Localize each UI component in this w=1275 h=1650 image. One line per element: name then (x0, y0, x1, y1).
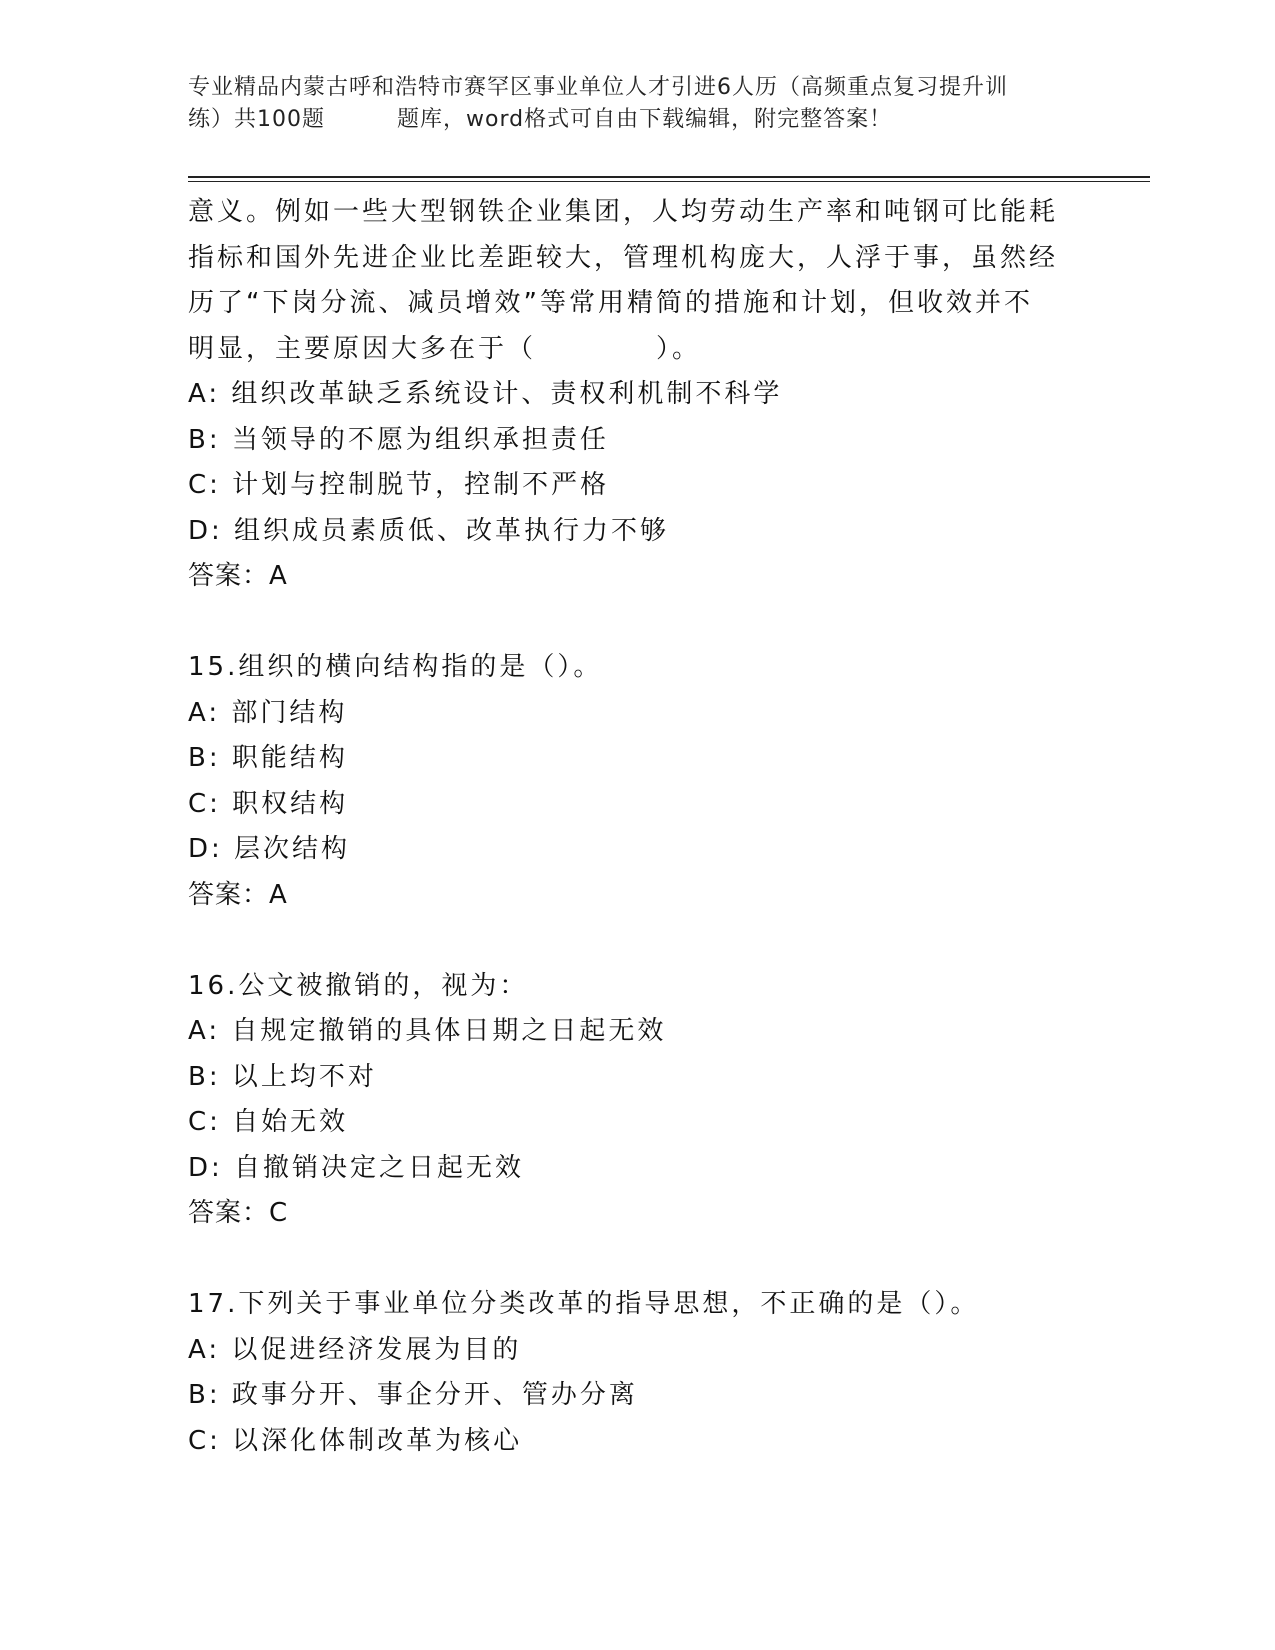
question-spacer (188, 1237, 1088, 1283)
header-line-2 (188, 104, 1088, 136)
intro-line-before-blank: 明显，主要原因大多在于（ (188, 333, 537, 364)
question-stem: 17.下列关于事业单位分类改革的指导思想，不正确的是（）。 (188, 1289, 980, 1319)
option-a: A: 自规定撤销的具体日期之日起无效 (188, 1016, 667, 1046)
option-b: B: 政事分开、事企分开、管办分离 (188, 1380, 638, 1410)
header-line-2-part-1: 练）共100题 (188, 107, 325, 132)
option-c: C: 计划与控制脱节，控制不严格 (188, 470, 610, 500)
option-d: D: 自撤销决定之日起无效 (188, 1152, 525, 1183)
intro-line-with-blank (188, 327, 1088, 373)
header-rule-thin (188, 181, 1150, 182)
question-content (188, 190, 1088, 1464)
option-a: A: 部门结构 (188, 697, 348, 728)
option-d: D: 层次结构 (188, 834, 351, 864)
option-c: C: 以深化体制改革为核心 (188, 1425, 523, 1456)
question-spacer (188, 918, 1088, 964)
header-line-1: 专业精品内蒙古呼和浩特市赛罕区事业单位人才引进6人历（高频重点复习提升训 (188, 75, 1008, 100)
question-16 (188, 964, 1088, 1237)
header-rule-thick (188, 176, 1150, 178)
header-line-2-part-2: 题库，word格式可自由下载编辑，附完整答案！ (397, 107, 893, 132)
intro-line: 指标和国外先进企业比差距较大，管理机构庞大，人浮于事，虽然经 (188, 242, 1059, 273)
option-c: C: 职权结构 (188, 788, 349, 819)
answer-line: 答案：A (188, 879, 288, 910)
intro-line: 意义。例如一些大型钢铁企业集团，人均劳动生产率和吨钢可比能耗 (188, 197, 1059, 227)
document-header (188, 72, 1088, 136)
option-a: A: 组织改革缺乏系统设计、责权利机制不科学 (188, 379, 783, 409)
option-d: D: 组织成员素质低、改革执行力不够 (188, 515, 670, 546)
intro-line: 历了“下岗分流、减员增效”等常用精简的措施和计划，但收效并不 (188, 288, 1033, 318)
question-stem: 16.公文被撤销的，视为： (188, 970, 529, 1001)
intro-line-after-blank: ）。 (656, 333, 702, 364)
question-17 (188, 1282, 1088, 1464)
question-15 (188, 645, 1088, 918)
answer-line: 答案：A (188, 561, 288, 591)
option-b: B: 以上均不对 (188, 1061, 377, 1092)
question-spacer (188, 600, 1088, 646)
answer-line: 答案：C (188, 1198, 289, 1228)
intro-question (188, 190, 1088, 600)
option-b: B: 职能结构 (188, 743, 348, 773)
question-stem: 15.组织的横向结构指的是（）。 (188, 652, 603, 682)
option-b: B: 当领导的不愿为组织承担责任 (188, 424, 609, 455)
option-c: C: 自始无效 (188, 1107, 349, 1137)
option-a: A: 以促进经济发展为目的 (188, 1334, 522, 1365)
